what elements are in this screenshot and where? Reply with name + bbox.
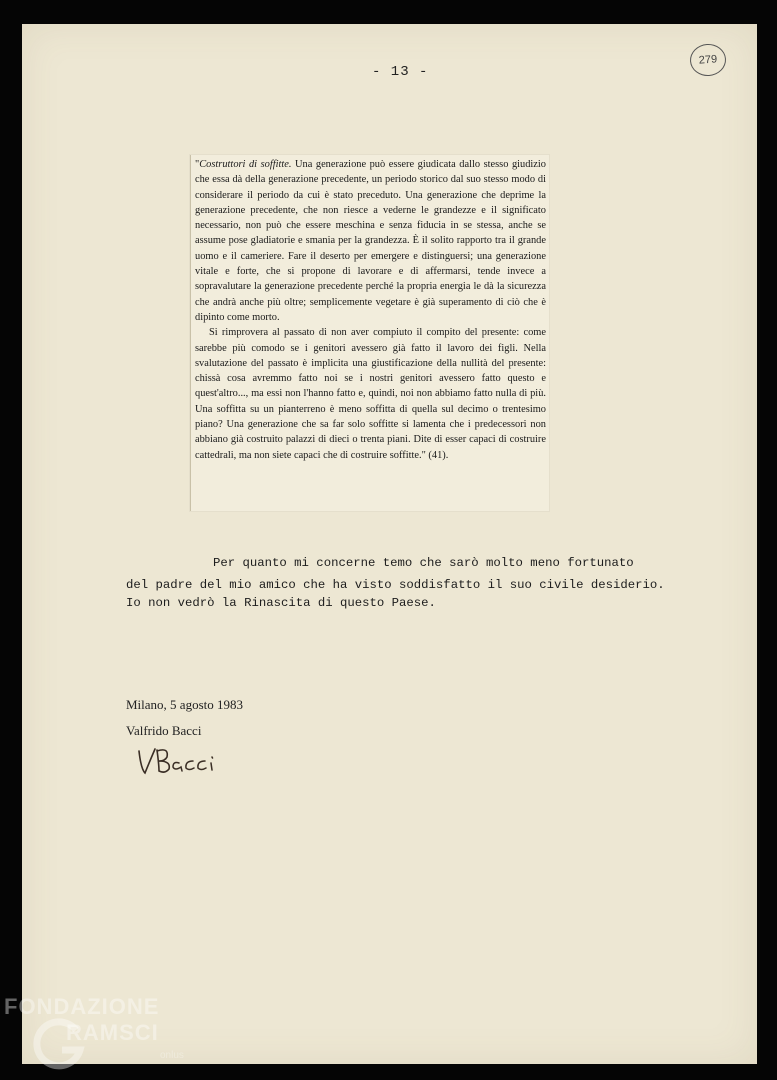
watermark-line-1: FONDAZIONE bbox=[4, 994, 160, 1019]
clipping-paragraph-1-text: Una generazione può essere giudicata dallo stesso giudizio che essa dà della generazione precedente, un periodo storico dal suo stesso modo di considerare il periodo da cui è stato preceduto. Una generazione che deprime la generazione precedente, che non riesce a vederne le grandezze e il significato necessario, non può che essere meschina e senza fiducia in se stessa, anche se assume pose gladiatorie e smania per la grandezza. È il solito rapporto tra il grande uomo e il cameriere. Fare il deserto per emergere e distinguersi; una generazione vitale e forte, che si propone di lavorare e di affermarsi, tende invece a sopravalutare la generazione precedente perché la propria energia le dà la sicurezza che andrà anche più oltre; semplicemente vegetare è già superamento di ciò che è dipinto come morto. bbox=[195, 159, 546, 323]
typed-line-3: Io non vedrò la Rinascita di questo Paese. bbox=[126, 596, 436, 610]
clipping-text bbox=[195, 157, 546, 463]
archive-number-stamp bbox=[689, 43, 727, 77]
author-name: Valfrido Bacci bbox=[126, 723, 202, 738]
archive-number: 279 bbox=[698, 53, 718, 67]
handwritten-signature bbox=[135, 741, 225, 781]
clipping-title: Costruttori di soffitte. bbox=[199, 159, 292, 170]
pasted-clipping bbox=[190, 155, 549, 511]
page-number: - 13 - bbox=[372, 64, 429, 80]
clipping-paragraph-2: Si rimprovera al passato di non aver compiuto il compito del presente: come sarebbe più comodo se i genitori avessero già fatto il lavoro dei figli. Nella svalutazione del passato è implicita una giustificazione della nullità del presente: chissà cosa avremmo fatto noi se i nostri genitori avessero fatto questo e quest'altro..., ma essi non l'hanno fatto e, quindi, noi non abbiamo fatto nulla di più. Una soffitta su un pianterreno è meno soffitta di quella sul decimo o trentesimo piano? Una generazione che sa far solo soffitte si lamenta che i predecessori non abbiano già costruito palazzi di dieci o trenta piani. Dite di esser capaci di costruire cattedrali, ma non siete capaci che di costruire soffitte." (41). bbox=[195, 327, 546, 461]
fondazione-gramsci-watermark bbox=[2, 992, 202, 1072]
typed-line-1: Per quanto mi concerne temo che sarò molto meno fortunato bbox=[213, 556, 634, 570]
clipping-paragraph-1: "Costruttori di soffitte. Una generazione può essere giudicata dallo stesso giudizio che essa dà della generazione precedente, un periodo storico dal suo stesso modo di considerare il periodo da cui è stato preceduto. Una generazione che deprime la generazione precedente, che non riesce a vederne le grandezze e il significato necessario, non può che essere meschina e senza fiducia in se stessa, anche se assume pose gladiatorie e smania per la grandezza. È il solito rapporto tra il grande uomo e il cameriere. Fare il deserto per emergere e distinguersi; una generazione vitale e forte, che si propone di lavorare e di affermarsi, tende invece a sopravalutare la generazione precedente perché la propria energia le dà la sicurezza che andrà anche più oltre; semplicemente vegetare è già superamento di ciò che è dipinto come morto. bbox=[195, 159, 546, 323]
watermark-line-2: RAMSCI bbox=[66, 1020, 159, 1045]
watermark-line-3: onlus bbox=[160, 1050, 184, 1061]
place-date: Milano, 5 agosto 1983 bbox=[126, 697, 243, 712]
document-page bbox=[22, 24, 757, 1064]
typed-line-2: del padre del mio amico che ha visto soddisfatto il suo civile desiderio. bbox=[126, 578, 665, 592]
